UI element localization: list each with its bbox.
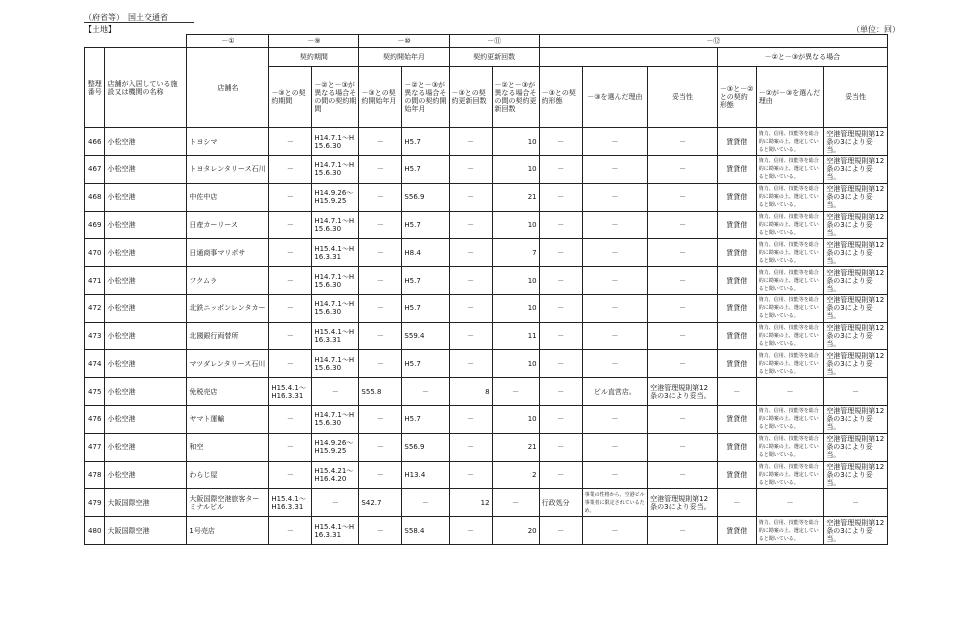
- cell-valid-23: 空港管理規則第12条の3により妥当。: [824, 239, 888, 267]
- cell-reason-23: 資力、信用、技能等を総合的に勘案の上、選定していると聞いている。: [756, 267, 824, 295]
- cell-start-23: H5.7: [402, 405, 449, 433]
- cell-reason-3: －: [582, 211, 648, 239]
- cell-reason-23: 資力、信用、技能等を総合的に勘案の上、選定していると聞いている。: [756, 350, 824, 378]
- cell-facility: 小松空港: [105, 322, 187, 350]
- cell-no: 478: [85, 461, 105, 489]
- cell-store: わらじ屋: [187, 461, 269, 489]
- cell-start-23: －: [402, 489, 449, 517]
- cell-start-23: S59.4: [402, 322, 449, 350]
- cell-reason-23: 資力、信用、技能等を総合的に勘案の上、選定していると聞いている。: [756, 294, 824, 322]
- cell-reason-23: －: [756, 489, 824, 517]
- cell-no: 479: [85, 489, 105, 517]
- cell-start-3: －: [359, 405, 402, 433]
- cell-form-3: －: [539, 239, 582, 267]
- cell-store: トヨタレンタリース石川: [187, 156, 269, 184]
- cell-renew-3: －: [449, 211, 492, 239]
- col-header-12f: 妥当性: [824, 67, 888, 128]
- cell-valid-23: －: [824, 489, 888, 517]
- cell-period-23: H14.7.1～H15.6.30: [312, 128, 359, 156]
- cell-renew-23: 10: [492, 350, 539, 378]
- cell-renew-3: －: [449, 322, 492, 350]
- cell-valid-23: 空港管理規則第12条の3により妥当。: [824, 405, 888, 433]
- cell-form-23: 賃貸借: [717, 517, 756, 545]
- cell-renew-23: 10: [492, 211, 539, 239]
- cell-form-23: 賃貸借: [717, 267, 756, 295]
- cell-valid-23: 空港管理規則第12条の3により妥当。: [824, 128, 888, 156]
- cell-no: 476: [85, 405, 105, 433]
- cell-period-23: H14.7.1～H15.6.30: [312, 156, 359, 184]
- cell-no: 471: [85, 267, 105, 295]
- cell-valid-3: －: [648, 461, 718, 489]
- cell-store: 中佐中店: [187, 183, 269, 211]
- cell-form-23: －: [717, 489, 756, 517]
- cell-start-23: H8.4: [402, 239, 449, 267]
- cell-valid-3: －: [648, 350, 718, 378]
- cell-start-3: －: [359, 128, 402, 156]
- cell-period-3: －: [269, 517, 312, 545]
- cell-facility: 小松空港: [105, 156, 187, 184]
- cell-form-3: －: [539, 211, 582, 239]
- col-header-11b: －②と－③が異なる場合その間の契約更新回数: [492, 67, 539, 128]
- cell-reason-3: －: [582, 128, 648, 156]
- cell-valid-3: －: [648, 183, 718, 211]
- cell-reason-3: －: [582, 433, 648, 461]
- cell-renew-3: －: [449, 128, 492, 156]
- cell-no: 474: [85, 350, 105, 378]
- cell-period-3: －: [269, 322, 312, 350]
- cell-valid-3: －: [648, 267, 718, 295]
- unit-label: （単位：回）: [852, 25, 900, 34]
- cell-facility: 小松空港: [105, 239, 187, 267]
- cell-store: 北國銀行両替所: [187, 322, 269, 350]
- cell-renew-3: －: [449, 294, 492, 322]
- cell-period-23: H15.4.1～H16.3.31: [312, 517, 359, 545]
- cell-valid-3: －: [648, 156, 718, 184]
- cell-period-3: H15.4.1～H16.3.31: [269, 378, 312, 406]
- cell-period-3: －: [269, 350, 312, 378]
- cell-period-3: －: [269, 156, 312, 184]
- cell-form-3: －: [539, 433, 582, 461]
- cell-store: 免税売店: [187, 378, 269, 406]
- group-11-header: －⑪: [449, 35, 539, 48]
- group-9-header: －⑨: [269, 35, 359, 48]
- group-12-header: －⑫: [539, 35, 887, 48]
- cell-start-3: －: [359, 322, 402, 350]
- cell-store: 日産カーリース: [187, 211, 269, 239]
- cell-form-23: 賃貸借: [717, 461, 756, 489]
- cell-period-23: H14.9.26～H15.9.25: [312, 183, 359, 211]
- cell-start-3: －: [359, 156, 402, 184]
- cell-start-3: －: [359, 294, 402, 322]
- cell-store: 大阪国際空港旅客ターミナルビル: [187, 489, 269, 517]
- cell-reason-3: －: [582, 294, 648, 322]
- cell-valid-23: 空港管理規則第12条の3により妥当。: [824, 517, 888, 545]
- table-row: [85, 156, 888, 184]
- cell-reason-23: 資力、信用、技能等を総合的に勘案の上、選定していると聞いている。: [756, 183, 824, 211]
- cell-no: 472: [85, 294, 105, 322]
- cell-valid-3: 空港管理規則第12条の3により妥当。: [648, 489, 718, 517]
- cell-reason-23: 資力、信用、技能等を総合的に勘案の上、選定していると聞いている。: [756, 156, 824, 184]
- cell-reason-3: －: [582, 183, 648, 211]
- cell-facility: 小松空港: [105, 433, 187, 461]
- cell-store: 北鉄ニッポンレンタカー: [187, 294, 269, 322]
- cell-renew-3: －: [449, 267, 492, 295]
- cell-reason-23: 資力、信用、技能等を総合的に勘案の上、選定していると聞いている。: [756, 405, 824, 433]
- table-row: [85, 294, 888, 322]
- cell-form-3: －: [539, 517, 582, 545]
- cell-valid-3: －: [648, 405, 718, 433]
- sub-header-differs: －②と－③が異なる場合: [717, 48, 887, 67]
- cell-renew-3: －: [449, 183, 492, 211]
- cell-start-23: H5.7: [402, 294, 449, 322]
- cell-reason-23: 資力、信用、技能等を総合的に勘案の上、選定していると聞いている。: [756, 433, 824, 461]
- ministry-underline: [84, 22, 194, 23]
- header-blank: [85, 35, 187, 48]
- cell-renew-3: －: [449, 461, 492, 489]
- cell-start-23: －: [402, 378, 449, 406]
- cell-facility: 小松空港: [105, 294, 187, 322]
- table-row: [85, 128, 888, 156]
- cell-form-23: 賃貸借: [717, 405, 756, 433]
- sub-header-renewals: 契約更新回数: [449, 48, 539, 67]
- cell-valid-23: －: [824, 378, 888, 406]
- col-header-no: 整理番号: [85, 48, 105, 128]
- col-header-12d: －③と－②との契約形態: [717, 67, 756, 128]
- cell-start-3: －: [359, 267, 402, 295]
- cell-valid-3: －: [648, 433, 718, 461]
- cell-renew-23: －: [492, 489, 539, 517]
- cell-valid-23: 空港管理規則第12条の3により妥当。: [824, 294, 888, 322]
- cell-period-3: －: [269, 405, 312, 433]
- cell-form-23: 賃貸借: [717, 156, 756, 184]
- cell-facility: 小松空港: [105, 405, 187, 433]
- cell-store: フクムラ: [187, 267, 269, 295]
- ministry-text: （府省等） 国土交通省: [84, 13, 168, 22]
- header-row-1: [85, 35, 888, 48]
- cell-reason-23: 資力、信用、技能等を総合的に勘案の上、選定していると聞いている。: [756, 461, 824, 489]
- cell-period-3: －: [269, 461, 312, 489]
- table-row: [85, 183, 888, 211]
- cell-renew-3: －: [449, 433, 492, 461]
- cell-form-23: 賃貸借: [717, 350, 756, 378]
- cell-start-23: H5.7: [402, 350, 449, 378]
- cell-facility: 小松空港: [105, 211, 187, 239]
- cell-start-23: H5.7: [402, 211, 449, 239]
- cell-form-3: －: [539, 322, 582, 350]
- cell-reason-3: －: [582, 517, 648, 545]
- cell-form-23: 賃貸借: [717, 433, 756, 461]
- cell-form-3: 行政処分: [539, 489, 582, 517]
- cell-valid-23: 空港管理規則第12条の3により妥当。: [824, 350, 888, 378]
- sub-header-contract-start: 契約開始年月: [359, 48, 449, 67]
- cell-period-3: －: [269, 128, 312, 156]
- cell-no: 467: [85, 156, 105, 184]
- col-header-10b: －②と－③が異なる場合その間の契約開始年月: [402, 67, 449, 128]
- cell-period-3: －: [269, 211, 312, 239]
- cell-renew-23: 21: [492, 433, 539, 461]
- cell-valid-3: －: [648, 294, 718, 322]
- cell-facility: 小松空港: [105, 128, 187, 156]
- cell-reason-3: －: [582, 156, 648, 184]
- cell-no: 473: [85, 322, 105, 350]
- table-row: [85, 433, 888, 461]
- data-table: [84, 34, 888, 545]
- cell-valid-23: 空港管理規則第12条の3により妥当。: [824, 461, 888, 489]
- sub-header-blank: [539, 48, 717, 67]
- cell-no: 470: [85, 239, 105, 267]
- cell-no: 477: [85, 433, 105, 461]
- section-label: 【土地】: [84, 25, 116, 34]
- cell-renew-23: －: [492, 378, 539, 406]
- cell-no: 468: [85, 183, 105, 211]
- cell-period-23: H15.4.21～H16.4.20: [312, 461, 359, 489]
- cell-form-3: －: [539, 267, 582, 295]
- cell-valid-23: 空港管理規則第12条の3により妥当。: [824, 433, 888, 461]
- cell-form-23: 賃貸借: [717, 239, 756, 267]
- col-header-10a: －③との契約開始年月: [359, 67, 402, 128]
- cell-facility: 小松空港: [105, 378, 187, 406]
- cell-renew-3: －: [449, 405, 492, 433]
- table-row: [85, 239, 888, 267]
- cell-valid-23: 空港管理規則第12条の3により妥当。: [824, 156, 888, 184]
- cell-no: 475: [85, 378, 105, 406]
- cell-store: 1号売店: [187, 517, 269, 545]
- cell-renew-3: －: [449, 156, 492, 184]
- cell-form-3: －: [539, 183, 582, 211]
- table-row: [85, 350, 888, 378]
- table-row: [85, 489, 888, 517]
- cell-renew-23: 10: [492, 128, 539, 156]
- cell-facility: 小松空港: [105, 350, 187, 378]
- cell-reason-3: 事業の性格から、空港ビル事業者に限定されているため。: [582, 489, 648, 517]
- cell-facility: 小松空港: [105, 267, 187, 295]
- cell-period-23: H14.7.1～H15.6.30: [312, 405, 359, 433]
- table-row: [85, 517, 888, 545]
- cell-period-23: －: [312, 489, 359, 517]
- cell-period-3: H15.4.1～H16.3.31: [269, 489, 312, 517]
- cell-store: トヨシマ: [187, 128, 269, 156]
- cell-no: 469: [85, 211, 105, 239]
- cell-reason-23: 資力、信用、技能等を総合的に勘案の上、選定していると聞いている。: [756, 239, 824, 267]
- cell-start-3: －: [359, 517, 402, 545]
- cell-renew-23: 7: [492, 239, 539, 267]
- cell-period-23: H14.7.1～H15.6.30: [312, 211, 359, 239]
- cell-start-23: S58.4: [402, 517, 449, 545]
- col-header-facility: 店舗が入居している施設又は機関の名称: [105, 48, 187, 128]
- cell-form-23: 賃貸借: [717, 294, 756, 322]
- col-header-11a: －③との契約更新回数: [449, 67, 492, 128]
- cell-period-3: －: [269, 239, 312, 267]
- cell-form-3: －: [539, 128, 582, 156]
- ministry-label: [84, 12, 168, 23]
- table-row: [85, 267, 888, 295]
- cell-facility: 大阪国際空港: [105, 489, 187, 517]
- group-1-header: －①: [187, 35, 269, 48]
- cell-valid-3: －: [648, 517, 718, 545]
- cell-period-23: －: [312, 378, 359, 406]
- cell-reason-3: －: [582, 405, 648, 433]
- cell-valid-3: 空港管理規則第12条の3により妥当。: [648, 378, 718, 406]
- cell-reason-23: 資力、信用、技能等を総合的に勘案の上、選定していると聞いている。: [756, 322, 824, 350]
- cell-renew-23: 10: [492, 294, 539, 322]
- cell-form-3: －: [539, 350, 582, 378]
- cell-reason-23: －: [756, 378, 824, 406]
- cell-start-3: －: [359, 461, 402, 489]
- cell-renew-3: －: [449, 517, 492, 545]
- cell-store: 和空: [187, 433, 269, 461]
- cell-period-3: －: [269, 433, 312, 461]
- cell-period-23: H14.7.1～H15.6.30: [312, 267, 359, 295]
- cell-reason-3: －: [582, 322, 648, 350]
- cell-renew-3: －: [449, 239, 492, 267]
- cell-renew-23: 11: [492, 322, 539, 350]
- cell-form-23: 賃貸借: [717, 128, 756, 156]
- cell-renew-3: －: [449, 350, 492, 378]
- cell-reason-3: －: [582, 461, 648, 489]
- cell-renew-23: 20: [492, 517, 539, 545]
- col-header-12b: －③を選んだ理由: [582, 67, 648, 128]
- table-row: [85, 322, 888, 350]
- cell-renew-23: 10: [492, 405, 539, 433]
- cell-form-3: －: [539, 405, 582, 433]
- cell-start-3: －: [359, 239, 402, 267]
- cell-period-3: －: [269, 267, 312, 295]
- cell-reason-23: 資力、信用、技能等を総合的に勘案の上、選定していると聞いている。: [756, 211, 824, 239]
- cell-start-23: H13.4: [402, 461, 449, 489]
- cell-form-23: 賃貸借: [717, 211, 756, 239]
- cell-valid-23: 空港管理規則第12条の3により妥当。: [824, 267, 888, 295]
- cell-store: 日通商事マリポサ: [187, 239, 269, 267]
- cell-store: ヤマト運輸: [187, 405, 269, 433]
- cell-start-3: S42.7: [359, 489, 402, 517]
- cell-renew-23: 10: [492, 156, 539, 184]
- cell-no: 466: [85, 128, 105, 156]
- cell-period-23: H14.7.1～H15.6.30: [312, 350, 359, 378]
- sub-header-contract-period: 契約期間: [269, 48, 359, 67]
- cell-renew-23: 2: [492, 461, 539, 489]
- cell-reason-23: 資力、信用、技能等を総合的に勘案の上、選定していると聞いている。: [756, 128, 824, 156]
- col-header-12c: 妥当性: [648, 67, 718, 128]
- cell-facility: 小松空港: [105, 461, 187, 489]
- cell-reason-3: －: [582, 267, 648, 295]
- cell-start-3: －: [359, 211, 402, 239]
- cell-period-23: H14.9.26～H15.9.25: [312, 433, 359, 461]
- cell-valid-3: －: [648, 322, 718, 350]
- cell-form-23: 賃貸借: [717, 322, 756, 350]
- cell-start-23: H5.7: [402, 267, 449, 295]
- col-header-9a: －③との契約期間: [269, 67, 312, 128]
- cell-renew-3: 8: [449, 378, 492, 406]
- col-header-12e: －②が－③を選んだ理由: [756, 67, 824, 128]
- cell-renew-23: 21: [492, 183, 539, 211]
- cell-facility: 小松空港: [105, 183, 187, 211]
- cell-form-3: －: [539, 461, 582, 489]
- cell-reason-3: ビル直営店。: [582, 378, 648, 406]
- cell-renew-3: 12: [449, 489, 492, 517]
- cell-period-23: H14.7.1～H15.6.30: [312, 294, 359, 322]
- cell-valid-3: －: [648, 239, 718, 267]
- cell-start-3: －: [359, 183, 402, 211]
- cell-period-23: H15.4.1～H16.3.31: [312, 322, 359, 350]
- cell-no: 480: [85, 517, 105, 545]
- cell-period-3: －: [269, 294, 312, 322]
- cell-start-23: S56.9: [402, 433, 449, 461]
- col-header-12a: －③との契約形態: [539, 67, 582, 128]
- cell-valid-23: 空港管理規則第12条の3により妥当。: [824, 322, 888, 350]
- cell-form-23: －: [717, 378, 756, 406]
- cell-valid-3: －: [648, 211, 718, 239]
- cell-start-23: H5.7: [402, 128, 449, 156]
- group-10-header: －⑩: [359, 35, 449, 48]
- cell-start-3: －: [359, 433, 402, 461]
- table-row: [85, 211, 888, 239]
- cell-valid-3: －: [648, 128, 718, 156]
- table-row: [85, 461, 888, 489]
- cell-store: マツダレンタリース石川: [187, 350, 269, 378]
- cell-period-23: H15.4.1～H16.3.31: [312, 239, 359, 267]
- cell-start-3: －: [359, 350, 402, 378]
- cell-start-23: H5.7: [402, 156, 449, 184]
- cell-facility: 大阪国際空港: [105, 517, 187, 545]
- header-row-2: [85, 48, 888, 67]
- cell-renew-23: 10: [492, 267, 539, 295]
- cell-valid-23: 空港管理規則第12条の3により妥当。: [824, 183, 888, 211]
- cell-valid-23: 空港管理規則第12条の3により妥当。: [824, 211, 888, 239]
- cell-period-3: －: [269, 183, 312, 211]
- cell-start-3: S55.8: [359, 378, 402, 406]
- cell-form-3: －: [539, 294, 582, 322]
- cell-reason-23: 資力、信用、技能等を総合的に勘案の上、選定していると聞いている。: [756, 517, 824, 545]
- cell-form-23: 賃貸借: [717, 183, 756, 211]
- cell-start-23: S56.9: [402, 183, 449, 211]
- table-row: [85, 405, 888, 433]
- cell-form-3: －: [539, 378, 582, 406]
- col-header-store: 店舗名: [187, 48, 269, 128]
- table-row: [85, 378, 888, 406]
- cell-reason-3: －: [582, 239, 648, 267]
- cell-form-3: －: [539, 156, 582, 184]
- cell-reason-3: －: [582, 350, 648, 378]
- col-header-9b: －②と－③が異なる場合その間の契約期間: [312, 67, 359, 128]
